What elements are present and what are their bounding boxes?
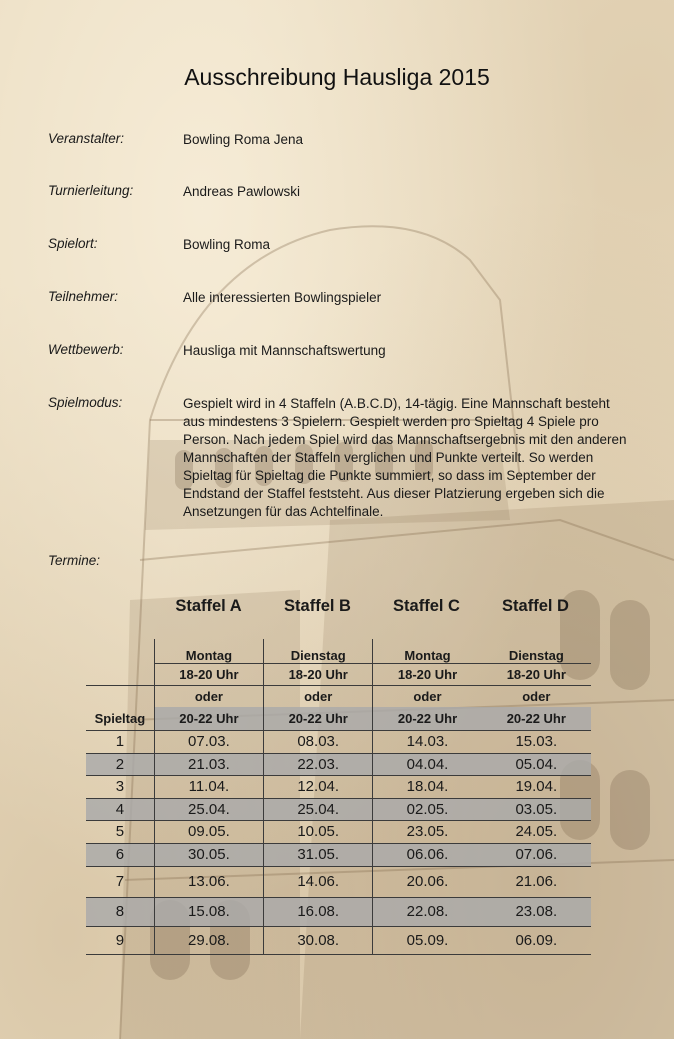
info-label: Termine:: [48, 553, 101, 568]
date-cell: 15.03.: [482, 730, 591, 753]
date-cell: 23.05.: [373, 820, 482, 843]
date-cell: 30.08.: [264, 926, 373, 954]
time-cell: 20-22 Uhr: [154, 707, 263, 730]
date-cell: 07.06.: [482, 843, 591, 866]
table-cell-empty: [86, 685, 154, 707]
date-cell: 29.08.: [154, 926, 263, 954]
spieltag-number: 6: [86, 843, 154, 866]
time-cell: 18-20 Uhr: [264, 663, 373, 685]
table-row: [86, 730, 591, 753]
date-cell: 05.04.: [482, 753, 591, 775]
info-value: Gespielt wird in 4 Staffeln (A.B.C.D), 14-tägig. Eine Mannschaft besteht aus mindestens 3 Spielern. Gespielt werden pro Spieltag 4 Spiele pro Person. Nach jedem Spiel wird das Mannschaftsergebnis mit den anderen Mannschaften der Staffeln verglichen und Punkte verteilt. So werden Spieltag für Spieltag die Punkte summiert, so dass im September der Endstand der Staffel feststeht. Aus dieser Platzierung ergeben sich die Ansetzungen für das Achtelfinale.: [183, 396, 627, 519]
table-row: [86, 843, 591, 866]
date-cell: 13.06.: [154, 866, 263, 897]
date-cell: 18.04.: [373, 775, 482, 798]
time-cell: 20-22 Uhr: [482, 707, 591, 730]
date-cell: 14.06.: [264, 866, 373, 897]
spieltag-number: 5: [86, 820, 154, 843]
staffel-header-a: Staffel A: [175, 597, 242, 615]
info-label: Veranstalter:: [48, 131, 125, 146]
date-cell: 10.05.: [264, 820, 373, 843]
date-cell: 23.08.: [482, 897, 591, 926]
table-row: [86, 775, 591, 798]
info-label: Turnierleitung:: [48, 183, 134, 198]
spieltag-number: 3: [86, 775, 154, 798]
date-cell: 25.04.: [154, 798, 263, 820]
info-value: Alle interessierten Bowlingspieler: [183, 290, 382, 305]
time-cell: 20-22 Uhr: [373, 707, 482, 730]
date-cell: 06.09.: [482, 926, 591, 954]
spieltag-number: 9: [86, 926, 154, 954]
oder-cell: oder: [413, 688, 442, 704]
time-cell: 20-22 Uhr: [264, 707, 373, 730]
info-value: Andreas Pawlowski: [183, 184, 301, 199]
staffel-header-c: Staffel C: [393, 597, 460, 615]
day-cell: Dienstag: [264, 639, 373, 663]
date-cell: 02.05.: [373, 798, 482, 820]
table-row: [86, 866, 591, 897]
date-cell: 24.05.: [482, 820, 591, 843]
table-row-time2: [86, 707, 591, 730]
spieltag-number: 7: [86, 866, 154, 897]
date-cell: 09.05.: [154, 820, 263, 843]
date-cell: 31.05.: [264, 843, 373, 866]
page-title: Ausschreibung Hausliga 2015: [184, 64, 490, 90]
spieltag-number: 4: [86, 798, 154, 820]
date-cell: 30.05.: [154, 843, 263, 866]
spieltag-header: Spieltag: [86, 707, 154, 730]
info-value: Bowling Roma Jena: [183, 132, 304, 147]
date-cell: 19.04.: [482, 775, 591, 798]
spieltag-number: 2: [86, 753, 154, 775]
info-label: Teilnehmer:: [48, 289, 119, 304]
time-cell: 18-20 Uhr: [154, 663, 263, 685]
day-cell: Montag: [154, 639, 263, 663]
date-cell: 22.08.: [373, 897, 482, 926]
info-value: Bowling Roma: [183, 237, 271, 252]
oder-cell: oder: [522, 688, 551, 704]
table-row-oder: [86, 685, 591, 707]
table-row: [86, 897, 591, 926]
date-cell: 21.06.: [482, 866, 591, 897]
staffel-header-b: Staffel B: [284, 597, 351, 615]
time-cell: 18-20 Uhr: [482, 663, 591, 685]
table-row: [86, 926, 591, 954]
info-value: Hausliga mit Mannschaftswertung: [183, 343, 386, 358]
date-cell: 22.03.: [264, 753, 373, 775]
table-row: [86, 820, 591, 843]
date-cell: 08.03.: [264, 730, 373, 753]
table-row: [86, 753, 591, 775]
date-cell: 16.08.: [264, 897, 373, 926]
table-row-time1: [86, 663, 591, 685]
date-cell: 21.03.: [154, 753, 263, 775]
spieltag-number: 8: [86, 897, 154, 926]
date-cell: 25.04.: [264, 798, 373, 820]
date-cell: 15.08.: [154, 897, 263, 926]
info-label: Spielmodus:: [48, 395, 123, 410]
day-cell: Montag: [373, 639, 482, 663]
date-cell: 20.06.: [373, 866, 482, 897]
table-cell-empty: [86, 639, 154, 663]
date-cell: 12.04.: [264, 775, 373, 798]
date-cell: 14.03.: [373, 730, 482, 753]
day-cell: Dienstag: [482, 639, 591, 663]
info-label: Spielort:: [48, 236, 98, 251]
date-cell: 06.06.: [373, 843, 482, 866]
date-cell: 05.09.: [373, 926, 482, 954]
staffel-header-d: Staffel D: [502, 597, 569, 615]
table-cell-empty: [86, 663, 154, 685]
oder-cell: oder: [154, 685, 263, 707]
spieltag-number: 1: [86, 730, 154, 753]
date-cell: 11.04.: [154, 775, 263, 798]
oder-cell: oder: [264, 685, 373, 707]
date-cell: 07.03.: [154, 730, 263, 753]
info-label: Wettbewerb:: [48, 342, 124, 357]
time-cell: 18-20 Uhr: [373, 663, 482, 685]
table-row-days: [86, 639, 591, 663]
schedule-table: [86, 639, 591, 955]
date-cell: 03.05.: [482, 798, 591, 820]
date-cell: 04.04.: [373, 753, 482, 775]
table-row: [86, 798, 591, 820]
